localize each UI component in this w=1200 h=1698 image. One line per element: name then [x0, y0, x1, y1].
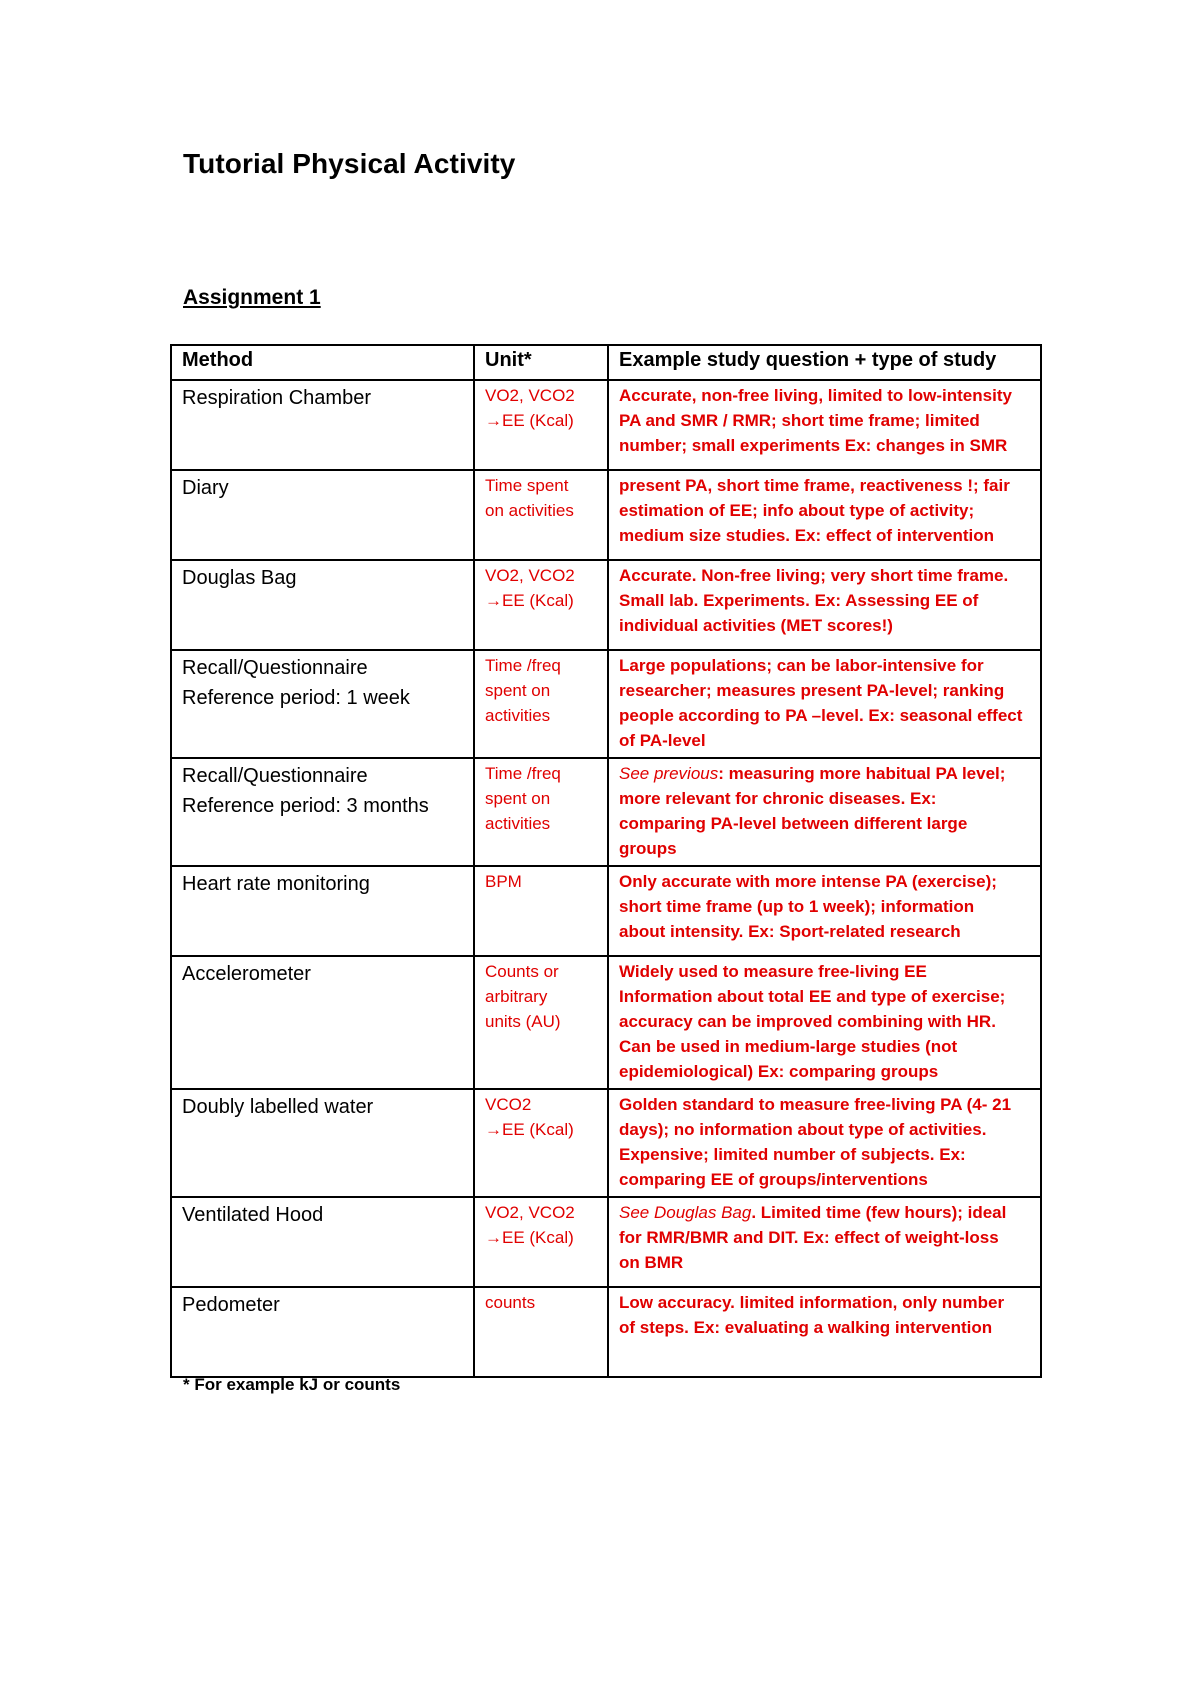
example-cell [608, 1197, 1041, 1287]
example-italic-lead: See previous [619, 764, 719, 783]
unit-text: →EE (Kcal) [485, 1228, 574, 1247]
method-cell [171, 380, 474, 470]
table-row [171, 560, 1041, 650]
unit-text: Time /freq [485, 656, 561, 675]
unit-cell [474, 866, 608, 956]
example-text: on BMR [619, 1253, 684, 1272]
unit-text: VCO2 [485, 1095, 532, 1114]
example-text-rest: . Limited time (few hours); ideal [751, 1203, 1007, 1222]
example-cell [608, 380, 1041, 470]
unit-text: VO2, VCO2 [485, 1203, 575, 1222]
table-row [171, 956, 1041, 1089]
unit-text: arbitrary [485, 987, 548, 1006]
table-row [171, 1197, 1041, 1287]
method-text: Doubly labelled water [182, 1096, 374, 1118]
method-text: Ventilated Hood [182, 1204, 324, 1226]
example-text: Accurate. Non-free living; very short time frame. [619, 566, 1009, 585]
unit-text: units (AU) [485, 1012, 561, 1031]
method-cell [171, 1089, 474, 1197]
example-text: Information about total EE and type of exercise; [619, 987, 1006, 1006]
example-cell [608, 650, 1041, 758]
example-cell [608, 1089, 1041, 1197]
method-text: Recall/Questionnaire [182, 657, 368, 679]
unit-text: on activities [485, 501, 574, 520]
unit-text: →EE (Kcal) [485, 1120, 574, 1139]
unit-text: spent on [485, 789, 551, 808]
unit-cell [474, 956, 608, 1089]
assignment-heading: Assignment 1 [183, 286, 321, 309]
method-text: Reference period: 1 week [182, 687, 410, 709]
method-text: Respiration Chamber [182, 387, 371, 409]
example-cell [608, 866, 1041, 956]
unit-text: activities [485, 706, 551, 725]
example-text: Small lab. Experiments. Ex: Assessing EE of [619, 591, 979, 610]
unit-text: →EE (Kcal) [485, 591, 574, 610]
method-text: Douglas Bag [182, 567, 297, 589]
unit-text: Time spent [485, 476, 569, 495]
method-text: Heart rate monitoring [182, 873, 370, 895]
unit-text: activities [485, 814, 551, 833]
unit-text: →EE (Kcal) [485, 411, 574, 430]
example-italic-lead: See Douglas Bag [619, 1203, 752, 1222]
example-cell [608, 1287, 1041, 1377]
method-cell [171, 1197, 474, 1287]
unit-text: BPM [485, 872, 522, 891]
method-cell [171, 650, 474, 758]
method-text: Pedometer [182, 1294, 280, 1316]
unit-cell [474, 1089, 608, 1197]
example-text: about intensity. Ex: Sport-related research [619, 922, 961, 941]
method-cell [171, 470, 474, 560]
method-cell [171, 956, 474, 1089]
footnote: * For example kJ or counts [183, 1375, 401, 1394]
table-row [171, 866, 1041, 956]
unit-cell [474, 560, 608, 650]
example-text: Widely used to measure free-living EE [619, 962, 927, 981]
example-text: Large populations; can be labor-intensive for [619, 656, 984, 675]
example-text: Golden standard to measure free-living PA (4- 21 [619, 1095, 1012, 1114]
example-text: short time frame (up to 1 week); information [619, 897, 975, 916]
method-text: Diary [182, 477, 229, 499]
example-text: Only accurate with more intense PA (exercise); [619, 872, 997, 891]
table-header-row [171, 345, 1041, 380]
unit-cell [474, 1197, 608, 1287]
unit-cell [474, 470, 608, 560]
example-text: present PA, short time frame, reactiveness !; fair [619, 476, 1010, 495]
unit-cell [474, 650, 608, 758]
example-cell [608, 470, 1041, 560]
unit-text: VO2, VCO2 [485, 566, 575, 585]
example-cell [608, 560, 1041, 650]
example-text: comparing EE of groups/interventions [619, 1170, 928, 1189]
unit-text: Time /freq [485, 764, 561, 783]
example-text: epidemiological) Ex: comparing groups [619, 1062, 939, 1081]
method-text: Accelerometer [182, 963, 311, 985]
unit-cell [474, 1287, 608, 1377]
header-unit: Unit* [474, 345, 608, 380]
page-title: Tutorial Physical Activity [183, 148, 516, 179]
example-text [619, 761, 1030, 786]
methods-table [170, 344, 1042, 1378]
example-text: people according to PA –level. Ex: seasonal effect [619, 706, 1023, 725]
unit-text: spent on [485, 681, 551, 700]
example-text: days); no information about type of activities. [619, 1120, 987, 1139]
method-cell [171, 560, 474, 650]
header-example: Example study question + type of study [608, 345, 1041, 380]
example-cell [608, 956, 1041, 1089]
example-text: of PA-level [619, 731, 706, 750]
example-text: Expensive; limited number of subjects. Ex: [619, 1145, 966, 1164]
table-row [171, 1089, 1041, 1197]
unit-text: counts [485, 1293, 536, 1312]
table-row [171, 380, 1041, 470]
example-text: Can be used in medium-large studies (not [619, 1037, 958, 1056]
example-text: more relevant for chronic diseases. Ex: [619, 789, 937, 808]
method-cell [171, 1287, 474, 1377]
unit-text: VO2, VCO2 [485, 386, 575, 405]
method-cell [171, 758, 474, 866]
table-row [171, 1287, 1041, 1377]
unit-cell [474, 380, 608, 470]
example-text: accuracy can be improved combining with HR. [619, 1012, 996, 1031]
unit-text: Counts or [485, 962, 559, 981]
unit-cell [474, 758, 608, 866]
example-text: Accurate, non-free living, limited to low-intensity [619, 386, 1012, 405]
example-text: comparing PA-level between different large [619, 814, 968, 833]
method-text: Reference period: 3 months [182, 795, 429, 817]
example-text: researcher; measures present PA-level; ranking [619, 681, 1005, 700]
example-cell [608, 758, 1041, 866]
example-text-rest: : measuring more habitual PA level; [718, 764, 1006, 783]
example-text [619, 1200, 1030, 1225]
method-text: Recall/Questionnaire [182, 765, 368, 787]
example-text: estimation of EE; info about type of activity; [619, 501, 975, 520]
header-method: Method [171, 345, 474, 380]
table-row [171, 758, 1041, 866]
example-text: PA and SMR / RMR; short time frame; limited [619, 411, 980, 430]
example-text: medium size studies. Ex: effect of intervention [619, 526, 995, 545]
example-text: groups [619, 839, 677, 858]
table-row [171, 470, 1041, 560]
example-text: number; small experiments Ex: changes in SMR [619, 436, 1008, 455]
example-text: for RMR/BMR and DIT. Ex: effect of weight-loss [619, 1228, 999, 1247]
example-text: Low accuracy. limited information, only number [619, 1293, 1005, 1312]
example-text: of steps. Ex: evaluating a walking intervention [619, 1318, 993, 1337]
method-cell [171, 866, 474, 956]
example-text: individual activities (MET scores!) [619, 616, 893, 635]
table-row [171, 650, 1041, 758]
